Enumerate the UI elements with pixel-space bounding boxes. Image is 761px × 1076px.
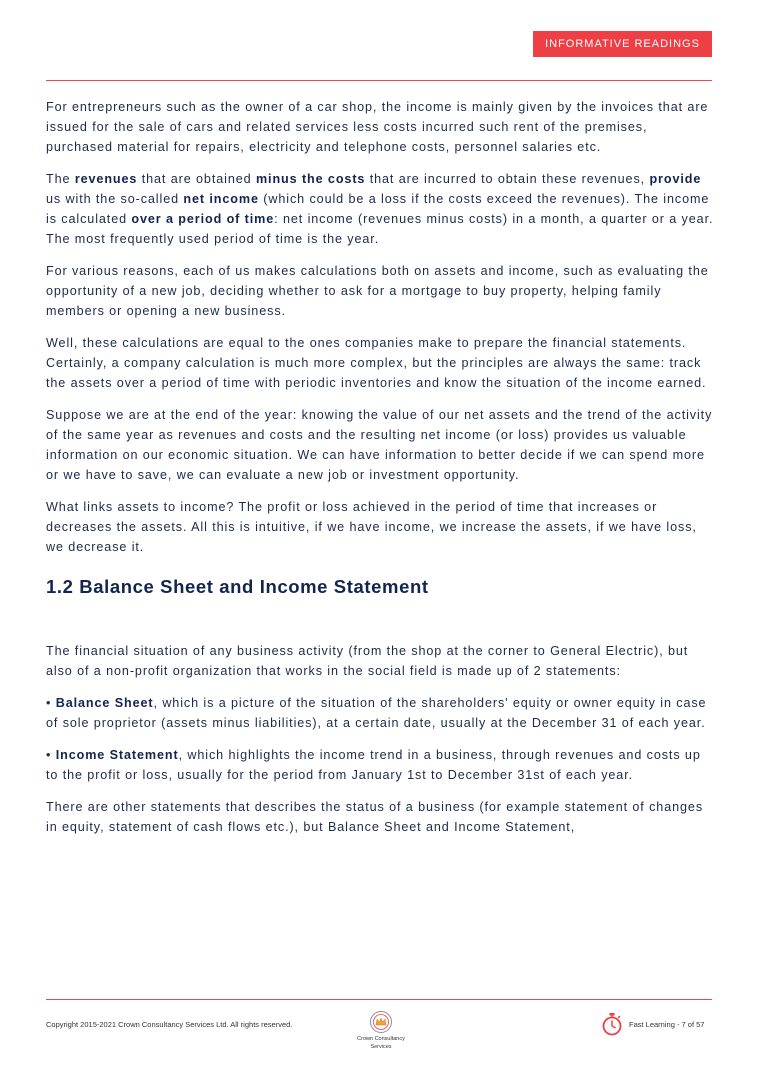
- intro-paragraphs: [46, 97, 714, 557]
- bold-term: Balance Sheet: [55, 696, 154, 710]
- text-run: , which is a picture of the situation of the shareholders' equity or owner equity in case of sole proprietor (assets minus liabilities), at a certain date, usually at the December 31 of each year.: [46, 696, 707, 730]
- paragraph: [46, 405, 714, 485]
- stopwatch-icon: [601, 1012, 623, 1036]
- header-divider: [46, 80, 712, 81]
- text-run: Suppose we are at the end of the year: knowing the value of our net assets and the trend of the activity of the same year as revenues and costs and the resulting net income (or loss) provides us valuable information on our economic situation. We can have information to better decide if we can spend more or we have to save, we can evaluate a new job or investment opportunity.: [46, 408, 713, 482]
- text-run: The financial situation of any business activity (from the shop at the corner to General Electric), but also of a non-profit organization that works in the social field is made up of 2 statements:: [46, 644, 689, 678]
- copyright-text: Copyright 2015-2021 Crown Consultancy Services Ltd. All rights reserved.: [46, 1020, 293, 1029]
- bold-term: provide: [649, 172, 702, 186]
- text-run: that are obtained: [137, 172, 256, 186]
- company-logo: [355, 1010, 407, 1050]
- text-run: •: [46, 696, 56, 710]
- text-run: For entrepreneurs such as the owner of a car shop, the income is mainly given by the invoices that are issued for the sale of cars and related services less costs incurred such rent of the premises, purchased material for repairs, electricity and telephone costs, personnel salaries etc.: [46, 100, 709, 154]
- text-run: What links assets to income? The profit or loss achieved in the period of time that increases or decreases the assets. All this is intuitive, if we have income, we increase the assets, if we have loss, we decrease it.: [46, 500, 697, 554]
- text-run: For various reasons, each of us makes calculations both on assets and income, such as evaluating the opportunity of a new job, deciding whether to ask for a mortgage to buy property, helping family members or opening a new business.: [46, 264, 709, 318]
- crown-logo-icon: [369, 1010, 393, 1034]
- bold-term: Income Statement: [55, 748, 179, 762]
- paragraph: [46, 497, 714, 557]
- text-run: There are other statements that describes the status of a business (for example statement of changes in equity, statement of cash flows etc.), but Balance Sheet and Income Statement,: [46, 800, 704, 834]
- document-body: [46, 97, 714, 849]
- logo-line-1: Crown Consultancy: [357, 1036, 405, 1042]
- paragraph: [46, 641, 714, 681]
- text-run: The: [46, 172, 75, 186]
- text-run: us with the so-called: [46, 192, 184, 206]
- section-paragraphs: [46, 641, 714, 837]
- text-run: , which highlights the income trend in a business, through revenues and costs up to the profit or loss, usually for the period from January 1st to December 31st of each year.: [46, 748, 701, 782]
- logo-line-2: Services: [370, 1044, 392, 1050]
- bold-term: net income: [183, 192, 259, 206]
- paragraph: [46, 797, 714, 837]
- bold-term: minus the costs: [255, 172, 366, 186]
- footer-divider: [46, 999, 712, 1000]
- paragraph: [46, 169, 714, 249]
- section-badge: INFORMATIVE READINGS: [533, 31, 712, 57]
- text-run: : net income (revenues minus costs) in a month, a quarter or a year. The most frequently used period of time is the year.: [46, 212, 714, 246]
- paragraph: [46, 261, 714, 321]
- text-run: •: [46, 748, 56, 762]
- text-run: that are incurred to obtain these revenues,: [365, 172, 650, 186]
- paragraph: [46, 693, 714, 733]
- paragraph: [46, 97, 714, 157]
- text-run: Well, these calculations are equal to the ones companies make to prepare the financial statements. Certainly, a company calculation is much more complex, but the principles are always the same: track the assets over a period of time with periodic inventories and know the situation of the income earned.: [46, 336, 707, 390]
- text-run: (which could be a loss if the costs exceed the revenues). The income is calculated: [46, 192, 710, 226]
- bold-term: over a period of time: [131, 212, 275, 226]
- bold-term: revenues: [74, 172, 138, 186]
- paragraph: [46, 333, 714, 393]
- section-heading: 1.2 Balance Sheet and Income Statement: [46, 576, 429, 597]
- page-number: Fast Learning - 7 of 57: [629, 1020, 705, 1029]
- paragraph: [46, 745, 714, 785]
